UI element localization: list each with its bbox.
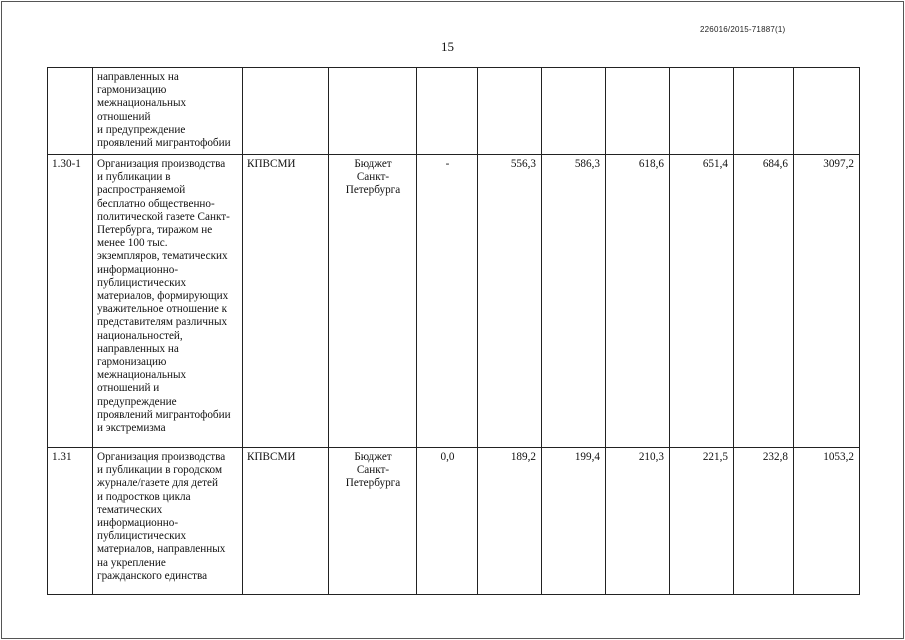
row-code: 1.30-1	[48, 155, 93, 448]
row-value-2: 556,3	[478, 155, 542, 448]
row-code	[48, 68, 93, 155]
program-table	[47, 67, 860, 595]
row-value-6: 684,6	[734, 155, 794, 448]
table-row	[48, 68, 860, 155]
row-value-2	[478, 68, 542, 155]
row-description: Организация производства и публикации в распространяемой бесплатно общественно- политической газете Санкт- Петербурга, тиражом не менее 100 тыс. экземпляров, тематических информационно- публицистических материалов, формирующих уважительное отношение к представителям различных национальностей, направленных на гармонизацию межнациональных отношений и предупреждение проявлений мигрантофобии и экстремизма	[93, 155, 243, 448]
row-value-3	[542, 68, 606, 155]
row-value-total	[794, 68, 860, 155]
row-value-4: 210,3	[606, 448, 670, 595]
page-number: 15	[441, 39, 454, 54]
row-value-1	[417, 68, 478, 155]
row-description: Организация производства и публикации в городском журнале/газете для детей и подростков цикла тематических информационно- публицистических материалов, направленных на укрепление гражданского единства	[93, 448, 243, 595]
row-value-4: 618,6	[606, 155, 670, 448]
row-value-5: 221,5	[670, 448, 734, 595]
table-row	[48, 155, 860, 448]
row-funding-source: Бюджет Санкт- Петербурга	[329, 155, 417, 448]
row-value-total: 3097,2	[794, 155, 860, 448]
row-value-6: 232,8	[734, 448, 794, 595]
row-value-5: 651,4	[670, 155, 734, 448]
row-value-6	[734, 68, 794, 155]
row-executor	[243, 68, 329, 155]
row-description: направленных на гармонизацию межнациональных отношений и предупреждение проявлений мигрантофобии	[93, 68, 243, 155]
row-value-2: 189,2	[478, 448, 542, 595]
row-value-3: 586,3	[542, 155, 606, 448]
row-value-total: 1053,2	[794, 448, 860, 595]
document-id: 226016/2015-71887(1)	[700, 25, 786, 34]
row-value-5	[670, 68, 734, 155]
row-funding-source	[329, 68, 417, 155]
row-value-3: 199,4	[542, 448, 606, 595]
row-value-1: -	[417, 155, 478, 448]
row-funding-source: Бюджет Санкт- Петербурга	[329, 448, 417, 595]
table-row	[48, 448, 860, 595]
row-value-4	[606, 68, 670, 155]
row-value-1: 0,0	[417, 448, 478, 595]
row-executor: КПВСМИ	[243, 448, 329, 595]
row-executor: КПВСМИ	[243, 155, 329, 448]
row-code: 1.31	[48, 448, 93, 595]
